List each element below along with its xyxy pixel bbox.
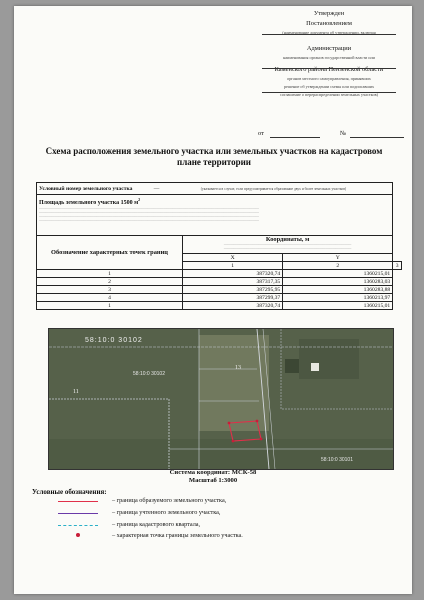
approval-decree: Постановлением <box>306 20 352 27</box>
table-row <box>37 270 402 278</box>
coordinate-system: Система координат: МСК-58 <box>169 469 257 476</box>
legend-point-marker <box>76 533 80 537</box>
coords-fine-print: ———————————————————————————————————————— ———————————————————————————————————————— <box>223 242 352 250</box>
cond-number-row <box>37 183 393 195</box>
y-cell: 1360213,97 <box>283 294 393 302</box>
x-cell: 387320,74 <box>183 302 283 310</box>
x-cell: 387317,35 <box>183 278 283 286</box>
approval-administration: Администрации <box>306 45 352 52</box>
point-cell: 1 <box>37 302 183 310</box>
area-fine-print: ————————————————————————————————————————————————————————————————————— ————————————————————————————————————————————————————————————————————— ————————————————————————————————————————————————————————————————————— ————————————————————————————————————————————————————————————————————— <box>39 206 259 222</box>
legend-text-formed: – граница образуемого земельного участка, <box>112 497 227 504</box>
col-points-header: Обозначение характерных точек границ <box>37 236 183 270</box>
y-cell: 1360215,01 <box>283 270 393 278</box>
table-row <box>37 286 402 294</box>
cond-number-note: (указывается в случае, если предусматривается образование двух и более земельных участков) <box>200 186 347 191</box>
y-cell: 1360283,03 <box>283 278 393 286</box>
col-coords-header <box>183 236 393 254</box>
table-row <box>37 294 402 302</box>
col-coords-label: Координаты, м <box>265 236 310 243</box>
legend-line-registered <box>58 513 98 514</box>
district-note2: решение об утверждении схемы или подписавших <box>283 84 375 89</box>
table-row <box>37 302 402 310</box>
table-row <box>37 278 402 286</box>
coordinates-table <box>36 182 402 310</box>
index-cell: 1 <box>183 262 283 270</box>
legend-line-quarter <box>58 525 98 526</box>
y-cell: 1360215,01 <box>283 302 393 310</box>
map-label-bottom: 58:10:0 30101 <box>321 457 353 463</box>
area-line <box>39 197 390 206</box>
legend-text-point: – характерная точка границы земельного участка. <box>112 532 243 539</box>
from-line <box>270 137 320 138</box>
area-value: 1500 м <box>120 200 139 206</box>
map-scale: Масштаб 1:3000 <box>188 477 238 484</box>
decree-note: (наименование документа об утверждении, включая <box>282 30 376 35</box>
point-cell: 1 <box>37 270 183 278</box>
cadastral-map <box>48 328 394 470</box>
x-cell: 387299,37 <box>183 294 283 302</box>
area-row <box>37 195 393 236</box>
col-x-header: X <box>183 254 283 262</box>
index-cell: 3 <box>393 262 402 270</box>
admin-line <box>262 68 396 69</box>
x-cell: 387320,74 <box>183 270 283 278</box>
col-y-header: Y <box>283 254 393 262</box>
map-label-side: 11 <box>73 389 79 395</box>
x-cell: 387295,95 <box>183 286 283 294</box>
approval-district: Каменского района Пензенской области <box>274 66 384 73</box>
approval-block <box>254 10 404 97</box>
document-sheet <box>14 6 412 594</box>
map-label-block: 58:10:0 30102 <box>133 371 165 377</box>
approval-approved: Утвержден <box>313 10 345 17</box>
map-label-cadastral: 58:10:0 30102 <box>85 337 143 344</box>
area-label: Площадь земельного участка <box>39 200 120 206</box>
district-line <box>262 92 396 93</box>
legend-line-formed <box>58 501 98 502</box>
map-label-plot: 13 <box>235 365 241 371</box>
legend-title: Условные обозначения: <box>32 488 107 496</box>
legend-text-registered: – граница учтенного земельного участка, <box>112 509 221 516</box>
index-cell: 2 <box>283 262 393 270</box>
number-line <box>350 137 404 138</box>
cond-number-label: Условный номер земельного участка <box>39 185 133 192</box>
point-cell: 4 <box>37 294 183 302</box>
district-note3: соглашение о перераспределении земельных участков) <box>280 92 378 97</box>
from-label: от <box>258 130 264 137</box>
point-cell: 3 <box>37 286 183 294</box>
cond-number-dash: — <box>153 185 160 192</box>
map-svg <box>49 329 393 469</box>
y-cell: 1360283,88 <box>283 286 393 294</box>
document-title: Схема расположения земельного участка или земельных участков на кадастровом плане территории <box>45 146 383 167</box>
number-label: № <box>340 130 347 137</box>
legend-text-quarter: – граница кадастрового квартала, <box>112 521 201 528</box>
admin-note: наименования органов государственной власти или <box>283 55 375 60</box>
district-note1: органов местного самоуправления, принявших <box>287 76 371 81</box>
decree-line <box>262 34 396 35</box>
area-sup: 2 <box>138 197 141 202</box>
point-cell: 2 <box>37 278 183 286</box>
